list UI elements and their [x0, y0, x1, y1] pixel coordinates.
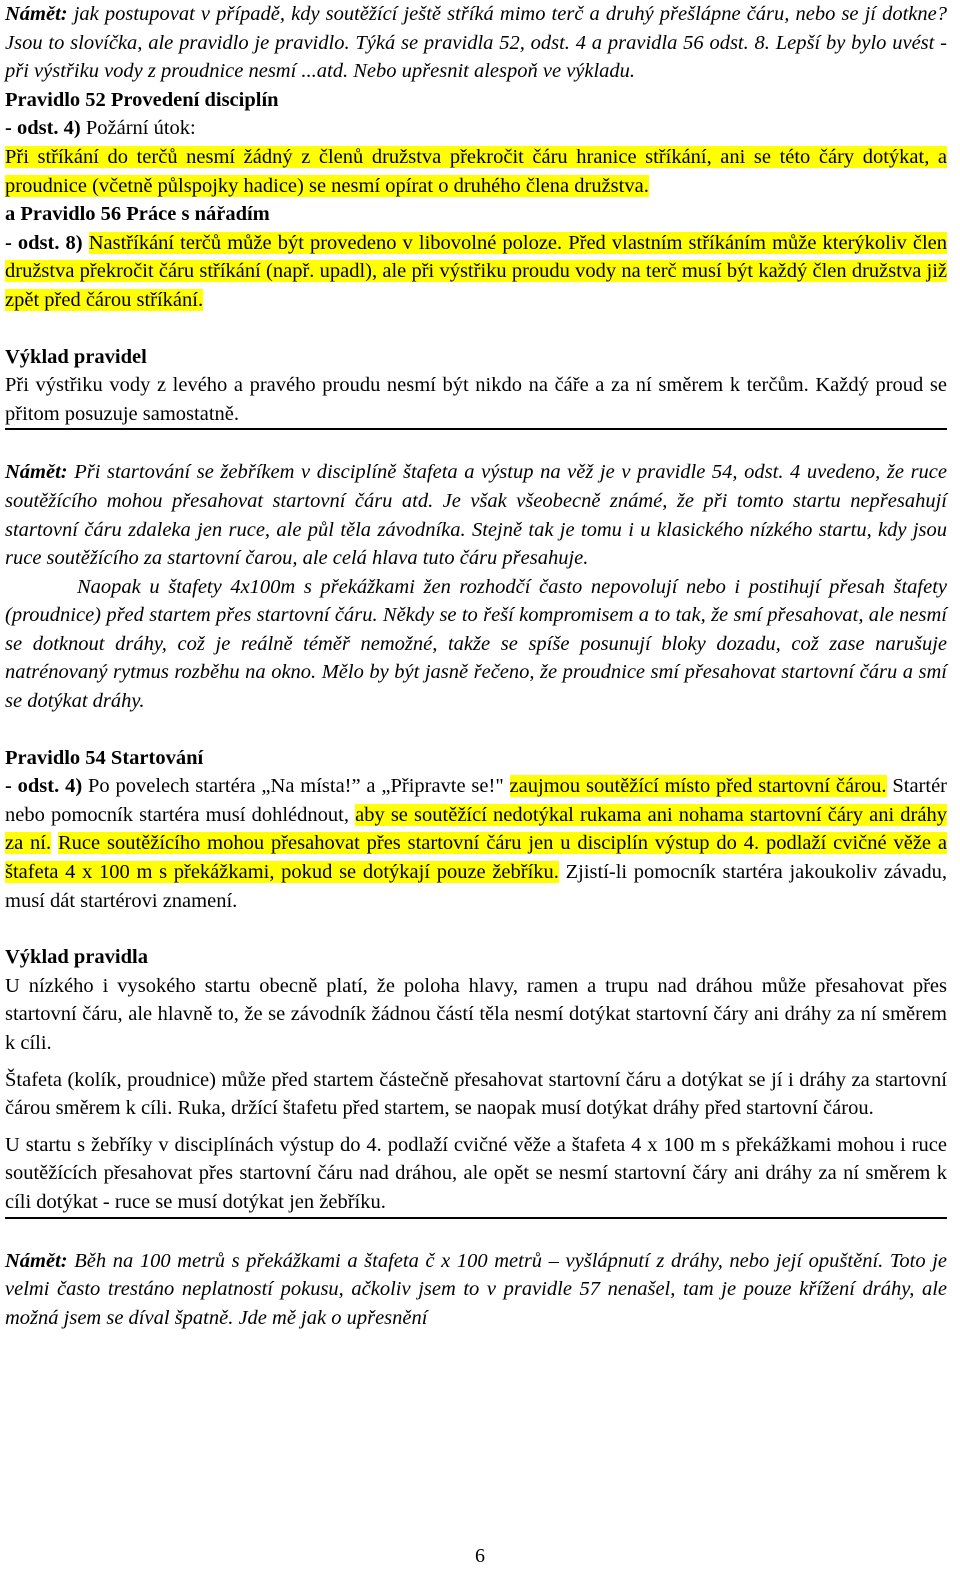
interpretation-paragraph-1: U nízkého i vysokého startu obecně platí, že poloha hlavy, ramen a trupu nad dráhou může přesahovat přes startovní čáru, ale hlavně to, že se závodník žádnou částí těla nesmí dotýkat startovní čáry ani dráhy za ní směrem k cíli.: [5, 974, 947, 1054]
rule52-heading: Pravidlo 52 Provedení disciplín: [5, 88, 279, 111]
suggestion-paragraph-2b: Naopak u štafety 4x100m s překážkami žen rozhodčí často nepovolují nebo i postihují přesah štafety (proudnice) před startem přes startovní čáru. Někdy se to řeší kompromisem a to tak, že smí přesahovat, ale nesmí se dotknout dráhy, což je reálně téměř nemožné, takže se spíše posunují bloky dozadu, což zase narušuje natrénovaný rytmus rozběhu na okno. Mělo by být jasně řečeno, že proudnice smí přesahovat startovní čáru a smí se dotýkat dráhy.: [5, 575, 947, 713]
document-page: [5, 0, 947, 1332]
rule56-text: [5, 229, 947, 315]
rule54-text: - odst. 4) Po povelech startéra „Na místa!” a „Připravte se!" zaujmou soutěžící místo před startovní čárou. Startér nebo pomocník startéra musí dohlédnout, aby se soutěžící nedotýkal rukama ani nohama startovní čáry ani dráhy za ní. Ruce soutěžícího mohou přesahovat přes startovní čáru jen u disciplín výstup do 4. podlaží cvičné věže a štafeta 4 x 100 m s překážkami, pokud se dotýkají pouze žebříku. Zjistí-li pomocník startéra jakoukoliv závadu, musí dát startérovi znamení.: [5, 775, 948, 912]
highlighted-rule-text: Při stříkání do terčů nesmí žádný z členů družstva překročit čáru hranice stříkání, ani se této čáry dotýkat, a proudnice (včetně půlspojky hadice) se nesmí opírat o druhého člena družstva.: [5, 145, 947, 197]
namet-text: Běh na 100 metrů s překážkami a štafeta č x 100 metrů – vyšlápnutí z dráhy, nebo její opuštění. Toto je velmi často trestáno neplatností pokusu, ačkoliv jsem to v pravidle 57 nenašel, tam je pouze křížení dráhy, ale možná jsem se díval špatně. Jde mě jak o upřesnění: [5, 1249, 947, 1329]
interpretation-heading: Výklad pravidel: [5, 345, 147, 368]
namet-label: Námět:: [5, 3, 68, 25]
odst-label: - odst. 4): [5, 775, 83, 798]
odst-label: - odst. 8): [5, 231, 83, 254]
namet-label: Námět:: [5, 1249, 68, 1272]
odst-label: - odst. 4): [5, 117, 81, 140]
odst-name: Požární útok:: [80, 117, 196, 140]
namet-text: jak postupovat v případě, kdy soutěžící ještě stříká mimo terč a druhý přešlápne čáru, nebo se jí dotkne? Jsou to slovíčka, ale pravidlo je pravidlo. Týká se pravidla 52, odst. 4 a pravidla 56 odst. 8. Lepší by bylo uvést - při výstřiku vody z proudnice nesmí ...atd. Nebo upřesnit alespoň ve výkladu.: [5, 3, 947, 83]
interpretation-text: Při výstřiku vody z levého a pravého proudu nesmí být nikdo na čáře a za ní směrem k terčům. Každý proud se přitom posuzuje samostatně.: [5, 371, 947, 430]
namet-text: Při startování se žebříkem v disciplíně štafeta a výstup na věž je v pravidle 54, odst. 4 uvedeno, že ruce soutěžícího mohou přesahovat startovní čáru atd. Je však všeobecně známé, že při tomto startu nepřesahují startovní čáru zdaleka jen ruce, ale půl těla závodníka. Stejně tak je tomu i u klasického nízkého startu, kdy jsou ruce soutěžícího za startovní čarou, ale celá hlava tuto čáru přesahuje.: [5, 461, 947, 570]
rule52-text: [5, 143, 947, 200]
interpretation-heading-2: Výklad pravidla: [5, 946, 148, 969]
page-number: 6: [475, 1545, 485, 1567]
rule54-heading: Pravidlo 54 Startování: [5, 746, 204, 769]
highlighted-rule-text: zaujmou soutěžící místo před startovní čárou.: [509, 775, 887, 798]
namet-label: Námět:: [5, 461, 68, 484]
suggestion-paragraph-3: [5, 1247, 947, 1333]
suggestion-paragraph-2: [5, 458, 947, 572]
highlighted-rule-text: aby se soutěžící nedotýkal rukama ani nohama startovní čáry ani dráhy za ní.: [5, 803, 947, 855]
suggestion-paragraph-1: [5, 0, 947, 86]
highlighted-rule-text: Nastříkání terčů může být provedeno v libovolné poloze. Před vlastním stříkáním může kterýkoliv člen družstva překročit čáru stříkání (např. upadl), ale při výstřiku proudu vody na terč musí být každý člen družstva již zpět před čárou stříkání.: [5, 231, 948, 311]
interpretation-paragraph-2: Štafeta (kolík, proudnice) může před startem částečně přesahovat startovní čáru a dotýkat se jí i dráhy za startovní čárou směrem k cíli. Ruka, držící štafetu před startem, se naopak musí dotýkat dráhy před startovní čárou.: [5, 1068, 947, 1120]
highlighted-rule-text: Ruce soutěžícího mohou přesahovat přes startovní čáru jen u disciplín výstup do 4. podlaží cvičné věže a štafeta 4 x 100 m s překážkami, pokud se dotýkají pouze žebříku.: [5, 832, 947, 884]
interpretation-paragraph-3: U startu s žebříky v disciplínách výstup do 4. podlaží cvičné věže a štafeta 4 x 100 m s překážkami mohou i ruce soutěžících přesahovat přes startovní čáru nad dráhou, ale opět se nesmí startovní čáry ani dráhy za ní směrem k cíli dotýkat - ruce se musí dotýkat jen žebříku.: [5, 1131, 947, 1219]
rule56-heading: a Pravidlo 56 Práce s nářadím: [5, 203, 270, 226]
rule52-odst4-line: [5, 114, 947, 143]
